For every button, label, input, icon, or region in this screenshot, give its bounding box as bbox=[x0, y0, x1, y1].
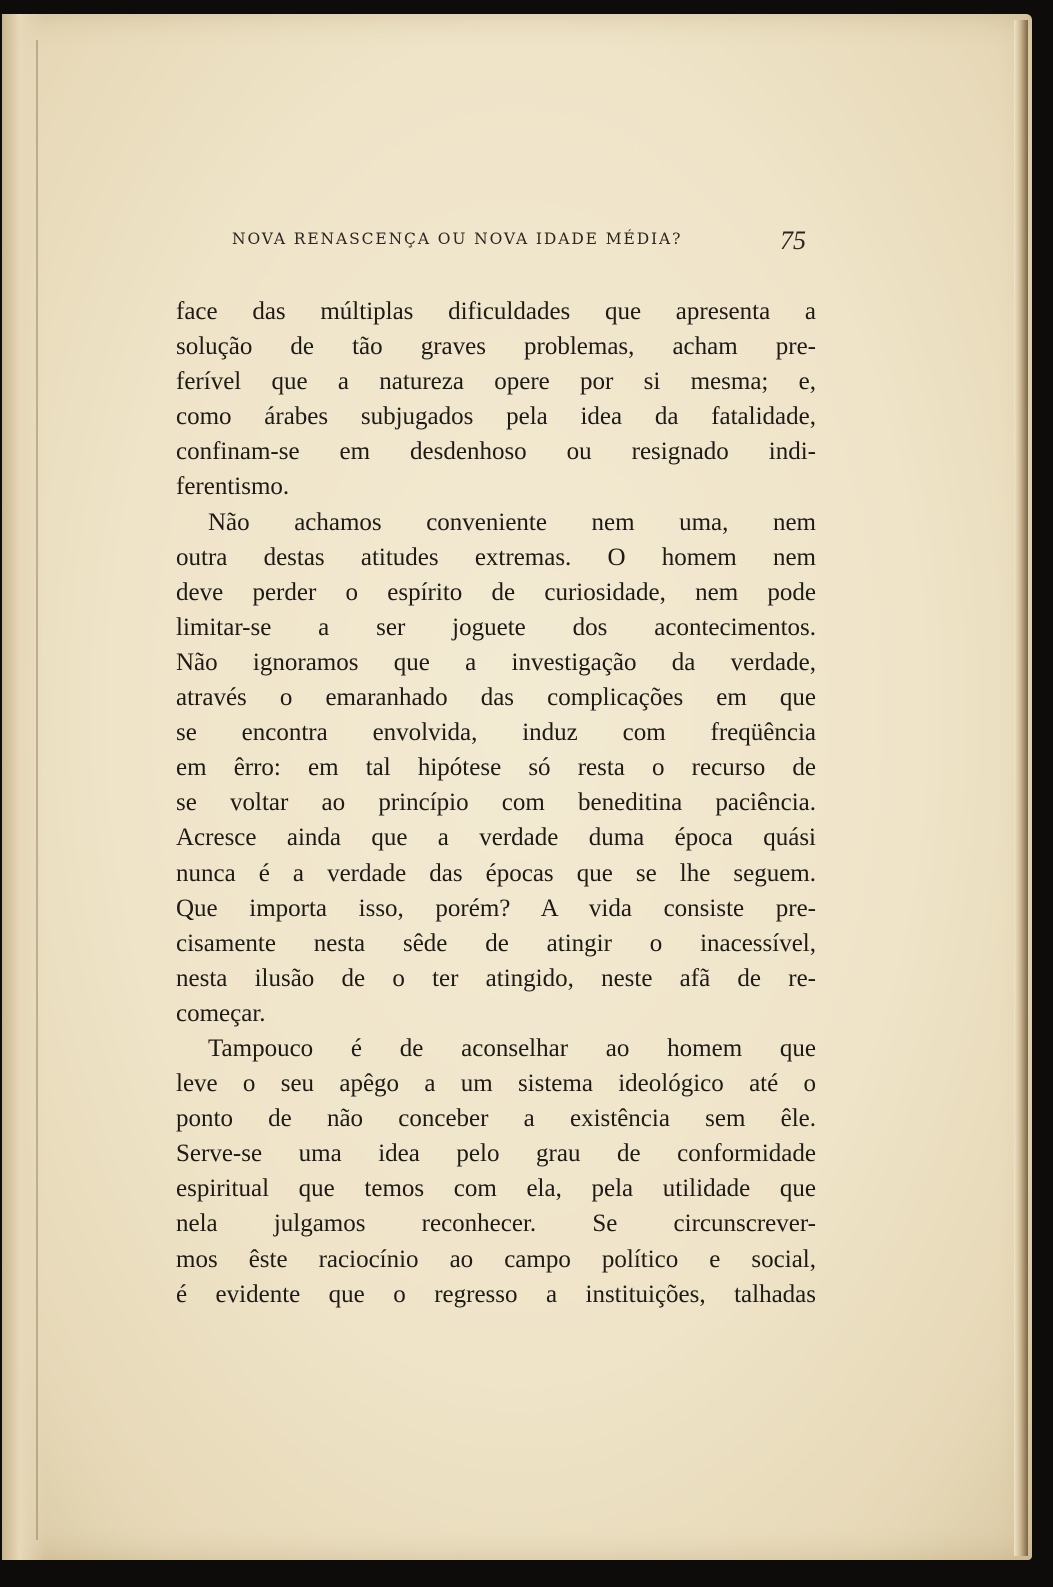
text-line: ferentismo. bbox=[176, 473, 290, 501]
text-line: Não achamos conveniente nem uma, nem bbox=[208, 508, 816, 536]
text-line: confinam-se em desdenhoso ou resignado indi- bbox=[176, 438, 816, 466]
text-line: ferível que a natureza opere por si mesma; e, bbox=[176, 368, 816, 396]
text-line: deve perder o espírito de curiosidade, nem pode bbox=[176, 578, 816, 606]
text-line: começar. bbox=[176, 999, 266, 1027]
page-gutter bbox=[2, 14, 46, 1560]
text-line: em êrro: em tal hipótese só resta o recurso de bbox=[176, 754, 816, 782]
page-right-edge bbox=[1014, 20, 1028, 1556]
text-line: através o emaranhado das complicações em que bbox=[176, 684, 816, 712]
text-line: face das múltiplas dificuldades que apresenta a bbox=[176, 298, 816, 325]
text-line: como árabes subjugados pela idea da fatalidade, bbox=[176, 403, 816, 431]
text-line: é evidente que o regresso a instituições, talhadas bbox=[176, 1280, 816, 1308]
text-line: cisamente nesta sêde de atingir o inacessível, bbox=[176, 929, 816, 957]
body-text bbox=[176, 294, 816, 1312]
text-line: nunca é a verdade das épocas que se lhe seguem. bbox=[176, 859, 816, 887]
text-line: se voltar ao princípio com beneditina paciência. bbox=[176, 789, 816, 817]
text-line: espiritual que temos com ela, pela utilidade que bbox=[176, 1175, 816, 1203]
text-line: Tampouco é de aconselhar ao homem que bbox=[208, 1034, 816, 1062]
page-number: 75 bbox=[780, 226, 806, 255]
text-line: limitar-se a ser joguete dos acontecimentos. bbox=[176, 613, 816, 641]
text-line: Não ignoramos que a investigação da verdade, bbox=[176, 648, 816, 676]
text-line: se encontra envolvida, induz com freqüência bbox=[176, 719, 816, 747]
text-line: nesta ilusão de o ter atingido, neste afã de re- bbox=[176, 964, 816, 992]
text-line: outra destas atitudes extremas. O homem nem bbox=[176, 543, 816, 571]
running-head bbox=[232, 226, 832, 256]
text-line: ponto de não conceber a existência sem êle. bbox=[176, 1105, 816, 1133]
text-line: mos êste raciocínio ao campo político e social, bbox=[176, 1245, 816, 1273]
text-line: Serve-se uma idea pelo grau de conformidade bbox=[176, 1140, 816, 1168]
text-line: Acresce ainda que a verdade duma época quási bbox=[176, 824, 816, 852]
gutter-fold-line bbox=[36, 40, 38, 1540]
text-line: Que importa isso, porém? A vida consiste pre- bbox=[176, 894, 816, 922]
running-title: NOVA RENASCENÇA OU NOVA IDADE MÉDIA? bbox=[232, 230, 683, 248]
text-line: leve o seu apêgo a um sistema ideológico até o bbox=[176, 1070, 816, 1098]
text-line: nela julgamos reconhecer. Se circunscrever- bbox=[176, 1210, 816, 1238]
text-line: solução de tão graves problemas, acham pre- bbox=[176, 333, 816, 361]
